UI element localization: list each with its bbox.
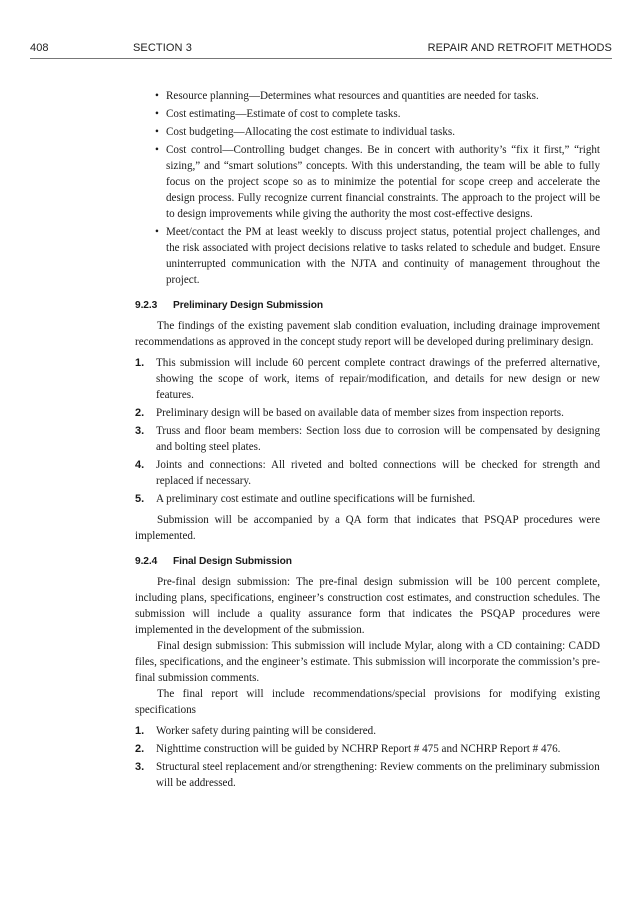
bullet-text: Meet/contact the PM at least weekly to discuss project status, potential project challenges, and the risk associated with project decisions relative to tasks related to schedule and budget. Ensure uninterrupted communication with the NJTA and continuity of management throughout the project.	[166, 226, 600, 286]
item-text: Nighttime construction will be guided by NCHRP Report # 475 and NCHRP Report # 476.	[156, 743, 561, 755]
bullet-icon: •	[155, 226, 159, 238]
bullet-list	[135, 88, 600, 288]
header-rule	[30, 58, 612, 59]
bullet-item	[135, 124, 600, 140]
section-heading-923	[135, 298, 600, 314]
numbered-item	[135, 457, 600, 489]
item-number: 3.	[135, 425, 145, 437]
numbered-item	[135, 759, 600, 791]
bullet-icon: •	[155, 126, 159, 138]
item-number: 2.	[135, 407, 145, 419]
numbered-item	[135, 491, 600, 507]
section-number: 9.2.3	[135, 300, 158, 311]
item-text: Worker safety during painting will be considered.	[156, 725, 376, 737]
paragraph: Submission will be accompanied by a QA form that indicates that PSQAP procedures were implemented.	[135, 514, 600, 542]
page-body	[135, 88, 600, 793]
paragraph: The final report will include recommendations/special provisions for modifying existing specifications	[135, 688, 600, 716]
numbered-list	[135, 723, 600, 791]
bullet-icon: •	[155, 144, 159, 156]
numbered-item	[135, 405, 600, 421]
item-number: 1.	[135, 725, 145, 737]
item-text: Preliminary design will be based on available data of member sizes from inspection reports.	[156, 407, 564, 419]
item-number: 4.	[135, 459, 145, 471]
bullet-icon: •	[155, 108, 159, 120]
bullet-item	[135, 224, 600, 288]
item-text: This submission will include 60 percent complete contract drawings of the preferred alternative, showing the scope of work, items of repair/modification, and details for new design or new features.	[156, 357, 600, 401]
item-text: Truss and floor beam members: Section loss due to corrosion will be compensated by designing and bolting steel plates.	[156, 425, 600, 453]
bullet-text: Cost estimating—Estimate of cost to complete tasks.	[166, 108, 401, 120]
numbered-item	[135, 355, 600, 403]
paragraph: Final design submission: This submission will include Mylar, along with a CD containing: CADD files, specifications, and the engineer’s estimate. This submission will incorporate the commission’s pre-final submission comments.	[135, 640, 600, 684]
item-number: 2.	[135, 743, 145, 755]
paragraph: Pre-final design submission: The pre-final design submission will be 100 percent complete, including plans, specifications, engineer’s construction cost estimates, and construction schedules. The submission will include a quality assurance form that indicates the PSQAP procedures were implemented in the development of the submission.	[135, 576, 600, 636]
bullet-text: Cost budgeting—Allocating the cost estimate to individual tasks.	[166, 126, 456, 138]
bullet-text: Cost control—Controlling budget changes. Be in concert with authority’s “fix it first,” “right sizing,” and “smart solutions” concepts. With this understanding, the team will be able to fully focus on the project scope so as to minimize the potential for scope creep and accelerate the design process. Fully recognize current financial constraints. The approach to the project will be to design improvements while giving the authority the most cost-effective designs.	[166, 144, 600, 220]
bullet-text: Resource planning—Determines what resources and quantities are needed for tasks.	[166, 90, 539, 102]
item-text: A preliminary cost estimate and outline specifications will be furnished.	[156, 493, 476, 505]
section-number: 9.2.4	[135, 556, 158, 567]
numbered-list	[135, 355, 600, 507]
item-text: Joints and connections: All riveted and bolted connections will be checked for strength and replaced if necessary.	[156, 459, 600, 487]
section-label: SECTION 3	[133, 42, 192, 54]
bullet-item	[135, 142, 600, 222]
running-title: REPAIR AND RETROFIT METHODS	[427, 42, 612, 54]
section-title: Final Design Submission	[173, 556, 292, 567]
numbered-item	[135, 423, 600, 455]
numbered-item	[135, 723, 600, 739]
bullet-icon: •	[155, 90, 159, 102]
section-title: Preliminary Design Submission	[173, 300, 323, 311]
section-heading-924	[135, 554, 600, 570]
item-number: 5.	[135, 493, 145, 505]
item-number: 3.	[135, 761, 145, 773]
item-number: 1.	[135, 357, 145, 369]
paragraph: The findings of the existing pavement slab condition evaluation, including drainage improvement recommendations as approved in the concept study report will be developed during preliminary design.	[135, 320, 600, 348]
item-text: Structural steel replacement and/or strengthening: Review comments on the preliminary submission will be addressed.	[156, 761, 600, 789]
numbered-item	[135, 741, 600, 757]
bullet-item	[135, 106, 600, 122]
page-number: 408	[30, 42, 49, 54]
bullet-item	[135, 88, 600, 104]
